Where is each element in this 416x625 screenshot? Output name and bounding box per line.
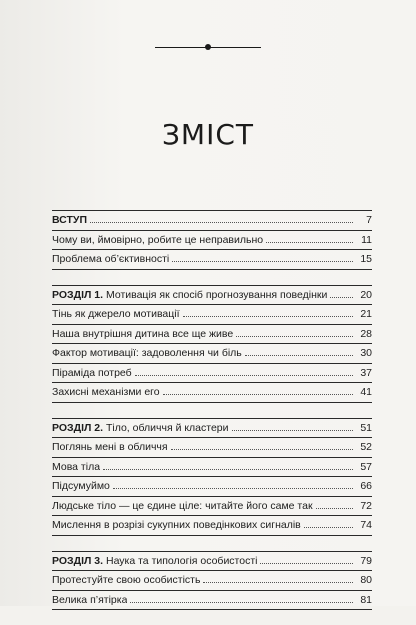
table-of-contents [52,210,372,625]
toc-entry-title [52,553,257,570]
toc-entry-text: Чому ви, ймовірно, робите це неправильно [52,233,264,246]
toc-entry-text: Підсумуймо [52,480,110,492]
toc-entry[interactable] [52,383,372,403]
toc-entry-title [52,251,169,268]
toc-entry-title [52,326,233,343]
toc-entry-page-number: 80 [360,574,372,586]
toc-entry[interactable] [52,286,372,306]
toc-entry-chapter-label: РОЗДІЛ 2. [52,421,104,434]
dot-leader [245,355,353,356]
toc-entry-page-number: 66 [360,480,372,492]
toc-entry-text: Поглянь мені в обличчя [52,441,168,453]
dot-leader [236,336,353,337]
toc-section [52,418,372,536]
dot-leader [260,563,353,564]
page-title: ЗМІСТ [161,118,255,151]
toc-entry-page-number: 30 [360,347,372,359]
toc-entry[interactable] [52,591,372,611]
toc-entry-chapter-label: РОЗДІЛ 3. [52,554,104,567]
toc-entry-title [52,232,263,249]
dot-leader [266,242,353,243]
dot-leader [316,508,353,509]
toc-entry[interactable] [52,458,372,478]
toc-entry[interactable] [52,364,372,384]
toc-section [52,210,372,270]
toc-entry[interactable] [52,497,372,517]
toc-entry-page-number: 15 [360,253,372,265]
toc-entry-title [52,306,180,323]
toc-entry-text: Захисні механізми его [52,386,160,398]
toc-entry[interactable] [52,231,372,251]
toc-entry-title [52,459,100,476]
toc-entry-page-number: 21 [360,308,372,320]
dot-leader [113,488,353,489]
toc-entry-text: Велика п’ятірка [52,593,128,606]
toc-entry-page-number: 37 [360,366,372,379]
toc-entry[interactable] [52,419,372,439]
toc-entry-page-number: 41 [360,386,372,398]
toc-entry-page-number: 74 [360,519,372,531]
toc-entry-page-number: 57 [360,460,372,473]
toc-entry[interactable] [52,250,372,270]
toc-entry-text: Людське тіло — це єдине ціле: читайте його саме так [52,499,313,512]
toc-entry[interactable] [52,305,372,325]
dot-leader [304,527,353,528]
toc-entry[interactable] [52,516,372,536]
toc-entry-text: Проблема об’єктивності [52,253,170,265]
dot-leader [172,261,353,262]
toc-entry[interactable] [52,477,372,497]
dot-leader [130,602,353,603]
toc-entry[interactable] [52,344,372,364]
toc-entry-title [52,287,327,304]
toc-entry-title [52,478,110,495]
toc-entry-page-number: 51 [360,421,372,434]
toc-entry-title [52,517,301,534]
toc-entry-text: Піраміда потреб [52,366,132,379]
toc-entry-text: Протестуйте свою особистість [52,574,201,586]
toc-entry-title [52,439,168,456]
toc-entry[interactable] [52,571,372,591]
toc-entry-text: Тіло, обличчя й кластери [103,421,229,434]
dot-leader [183,316,353,317]
toc-entry-title [52,212,87,229]
dot-leader [163,394,353,395]
dot-leader [330,297,353,298]
toc-entry-title [52,345,242,362]
toc-entry[interactable] [52,552,372,572]
toc-entry-title [52,384,160,401]
toc-section [52,551,372,611]
toc-entry-title [52,420,229,437]
toc-entry-page-number: 20 [360,288,372,301]
toc-entry-page-number: 7 [366,214,372,226]
toc-entry[interactable] [52,325,372,345]
toc-entry-text: Тінь як джерело мотивації [52,308,180,320]
ornament-divider [155,44,261,52]
toc-entry-page-number: 79 [360,554,372,567]
toc-entry[interactable] [52,211,372,231]
toc-entry-page-number: 52 [360,441,372,453]
toc-entry-text: Наша внутрішня дитина все ще живе [52,327,234,340]
toc-entry-page-number: 72 [360,499,372,512]
toc-entry-chapter-label: ВСТУП [52,214,87,226]
toc-entry-text: Мотивація як спосіб прогнозування поведінки [103,288,328,301]
toc-entry-chapter-label: РОЗДІЛ 1. [52,288,104,301]
dot-leader [90,222,353,223]
toc-entry-title [52,365,132,382]
dot-leader [103,469,353,470]
toc-entry-text: Наука та типологія особистості [103,554,258,567]
toc-entry-page-number: 81 [360,593,372,606]
dot-leader [171,449,353,450]
toc-entry-text: Фактор мотивації: задоволення чи біль [52,347,242,359]
toc-entry-text: Мова тіла [52,460,101,473]
toc-section [52,285,372,403]
ornament-dot [205,44,211,50]
toc-entry-text: Мислення в розрізі сукупних поведінкових сигналів [52,519,301,531]
dot-leader [232,430,353,431]
dot-leader [203,582,353,583]
toc-entry-page-number: 11 [361,233,372,246]
toc-entry-title [52,572,200,589]
toc-entry[interactable] [52,438,372,458]
dot-leader [135,375,353,376]
toc-entry-page-number: 28 [360,327,372,340]
toc-entry-title [52,498,313,515]
